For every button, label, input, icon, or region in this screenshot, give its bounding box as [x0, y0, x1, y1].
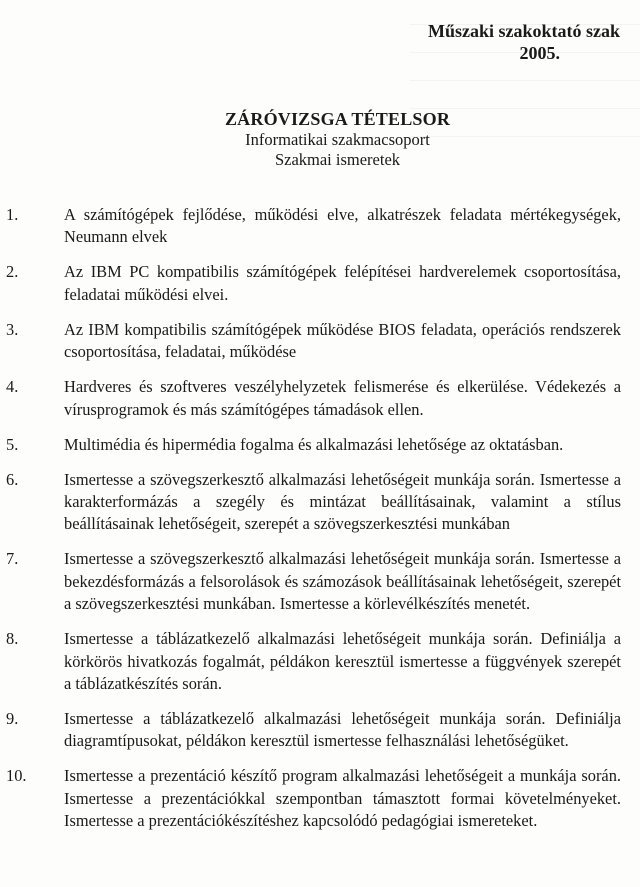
- list-item: [0, 434, 640, 456]
- document-year: 2005.: [519, 43, 560, 63]
- title-block: [35, 108, 640, 170]
- list-item: [0, 376, 640, 421]
- list-item: [0, 548, 640, 615]
- program-name: Műszaki szakoktató szak: [427, 21, 620, 41]
- item-number: 4.: [6, 377, 19, 397]
- item-text: Ismertesse a táblázatkezelő alkalmazási lehetőségeit munkája során. Definiálja diagramtípusokat, példákon keresztül ismertesse felhasználási lehetőségüket.: [64, 709, 621, 751]
- document-header: [428, 20, 620, 64]
- list-item: [0, 628, 640, 695]
- item-number: 10.: [6, 766, 27, 786]
- item-text: Ismertesse a szövegszerkesztő alkalmazási lehetőségeit munkája során. Ismertesse a bekezdésformázás a felsorolások és számozások beállításainak lehetőségeit, szerepét a szövegszerkesztési munkában. Ismertesse a körlevélkészítés menetét.: [64, 549, 621, 614]
- item-text: Ismertesse a prezentáció készítő program alkalmazási lehetőségeit a munkája során. Ismertesse a prezentációkkal szempontban támasztott formai követelményeket. Ismertesse a prezentációkészítéshez kapcsolódó pedagógiai ismereteket.: [64, 766, 621, 831]
- item-text: Hardveres és szoftveres veszélyhelyzetek felismerése és elkerülése. Védekezés a vírusprogramok és más számítógépes támadások ellen.: [64, 377, 621, 419]
- list-item: [0, 765, 640, 832]
- item-text: Az IBM kompatibilis számítógépek működése BIOS feladata, operációs rendszerek csoportosítása, feladatai, működése: [64, 319, 621, 362]
- item-number: 2.: [6, 262, 19, 282]
- item-text: Ismertesse a táblázatkezelő alkalmazási lehetőségeit munkája során. Definiálja a körkörös hivatkozás fogalmát, példákon keresztül ismertesse a függvények szerepét a táblázatkészítés során.: [64, 629, 621, 694]
- item-number: 6.: [6, 469, 19, 489]
- item-number: 8.: [6, 629, 19, 649]
- item-number: 5.: [6, 434, 19, 454]
- list-item: [0, 469, 640, 536]
- item-text: Ismertesse a szövegszerkesztő alkalmazási lehetőségeit munkája során. Ismertesse a karakterformázás a szegély és mintázat beállításainak, valamint a stílus beállításainak lehetőségeit, szerepét a szövegszerkesztési munkában: [64, 469, 621, 534]
- subject-name: Szakmai ismeretek: [274, 150, 401, 169]
- list-item: [0, 319, 640, 364]
- list-item: [0, 708, 640, 753]
- item-text: Az IBM PC kompatibilis számítógépek felépítései hardverelemek csoportosítása, feladatai működési elvei.: [64, 262, 621, 304]
- item-text: Multimédia és hipermédia fogalma és alkalmazási lehetősége az oktatásban.: [64, 434, 564, 454]
- item-number: 3.: [6, 319, 19, 339]
- list-item: [0, 261, 640, 306]
- item-number: 1.: [6, 205, 19, 224]
- item-text: A számítógépek fejlődése, működési elve, alkatrészek feladata mértékegységek, Neumann elvek: [64, 205, 621, 247]
- list-item: [0, 204, 640, 249]
- subject-group: Informatikai szakmacsoport: [245, 130, 430, 149]
- item-number: 9.: [6, 709, 19, 729]
- exam-topic-list: [0, 204, 640, 845]
- item-number: 7.: [6, 549, 19, 569]
- document-title: ZÁRÓVIZSGA TÉTELSOR: [224, 109, 451, 129]
